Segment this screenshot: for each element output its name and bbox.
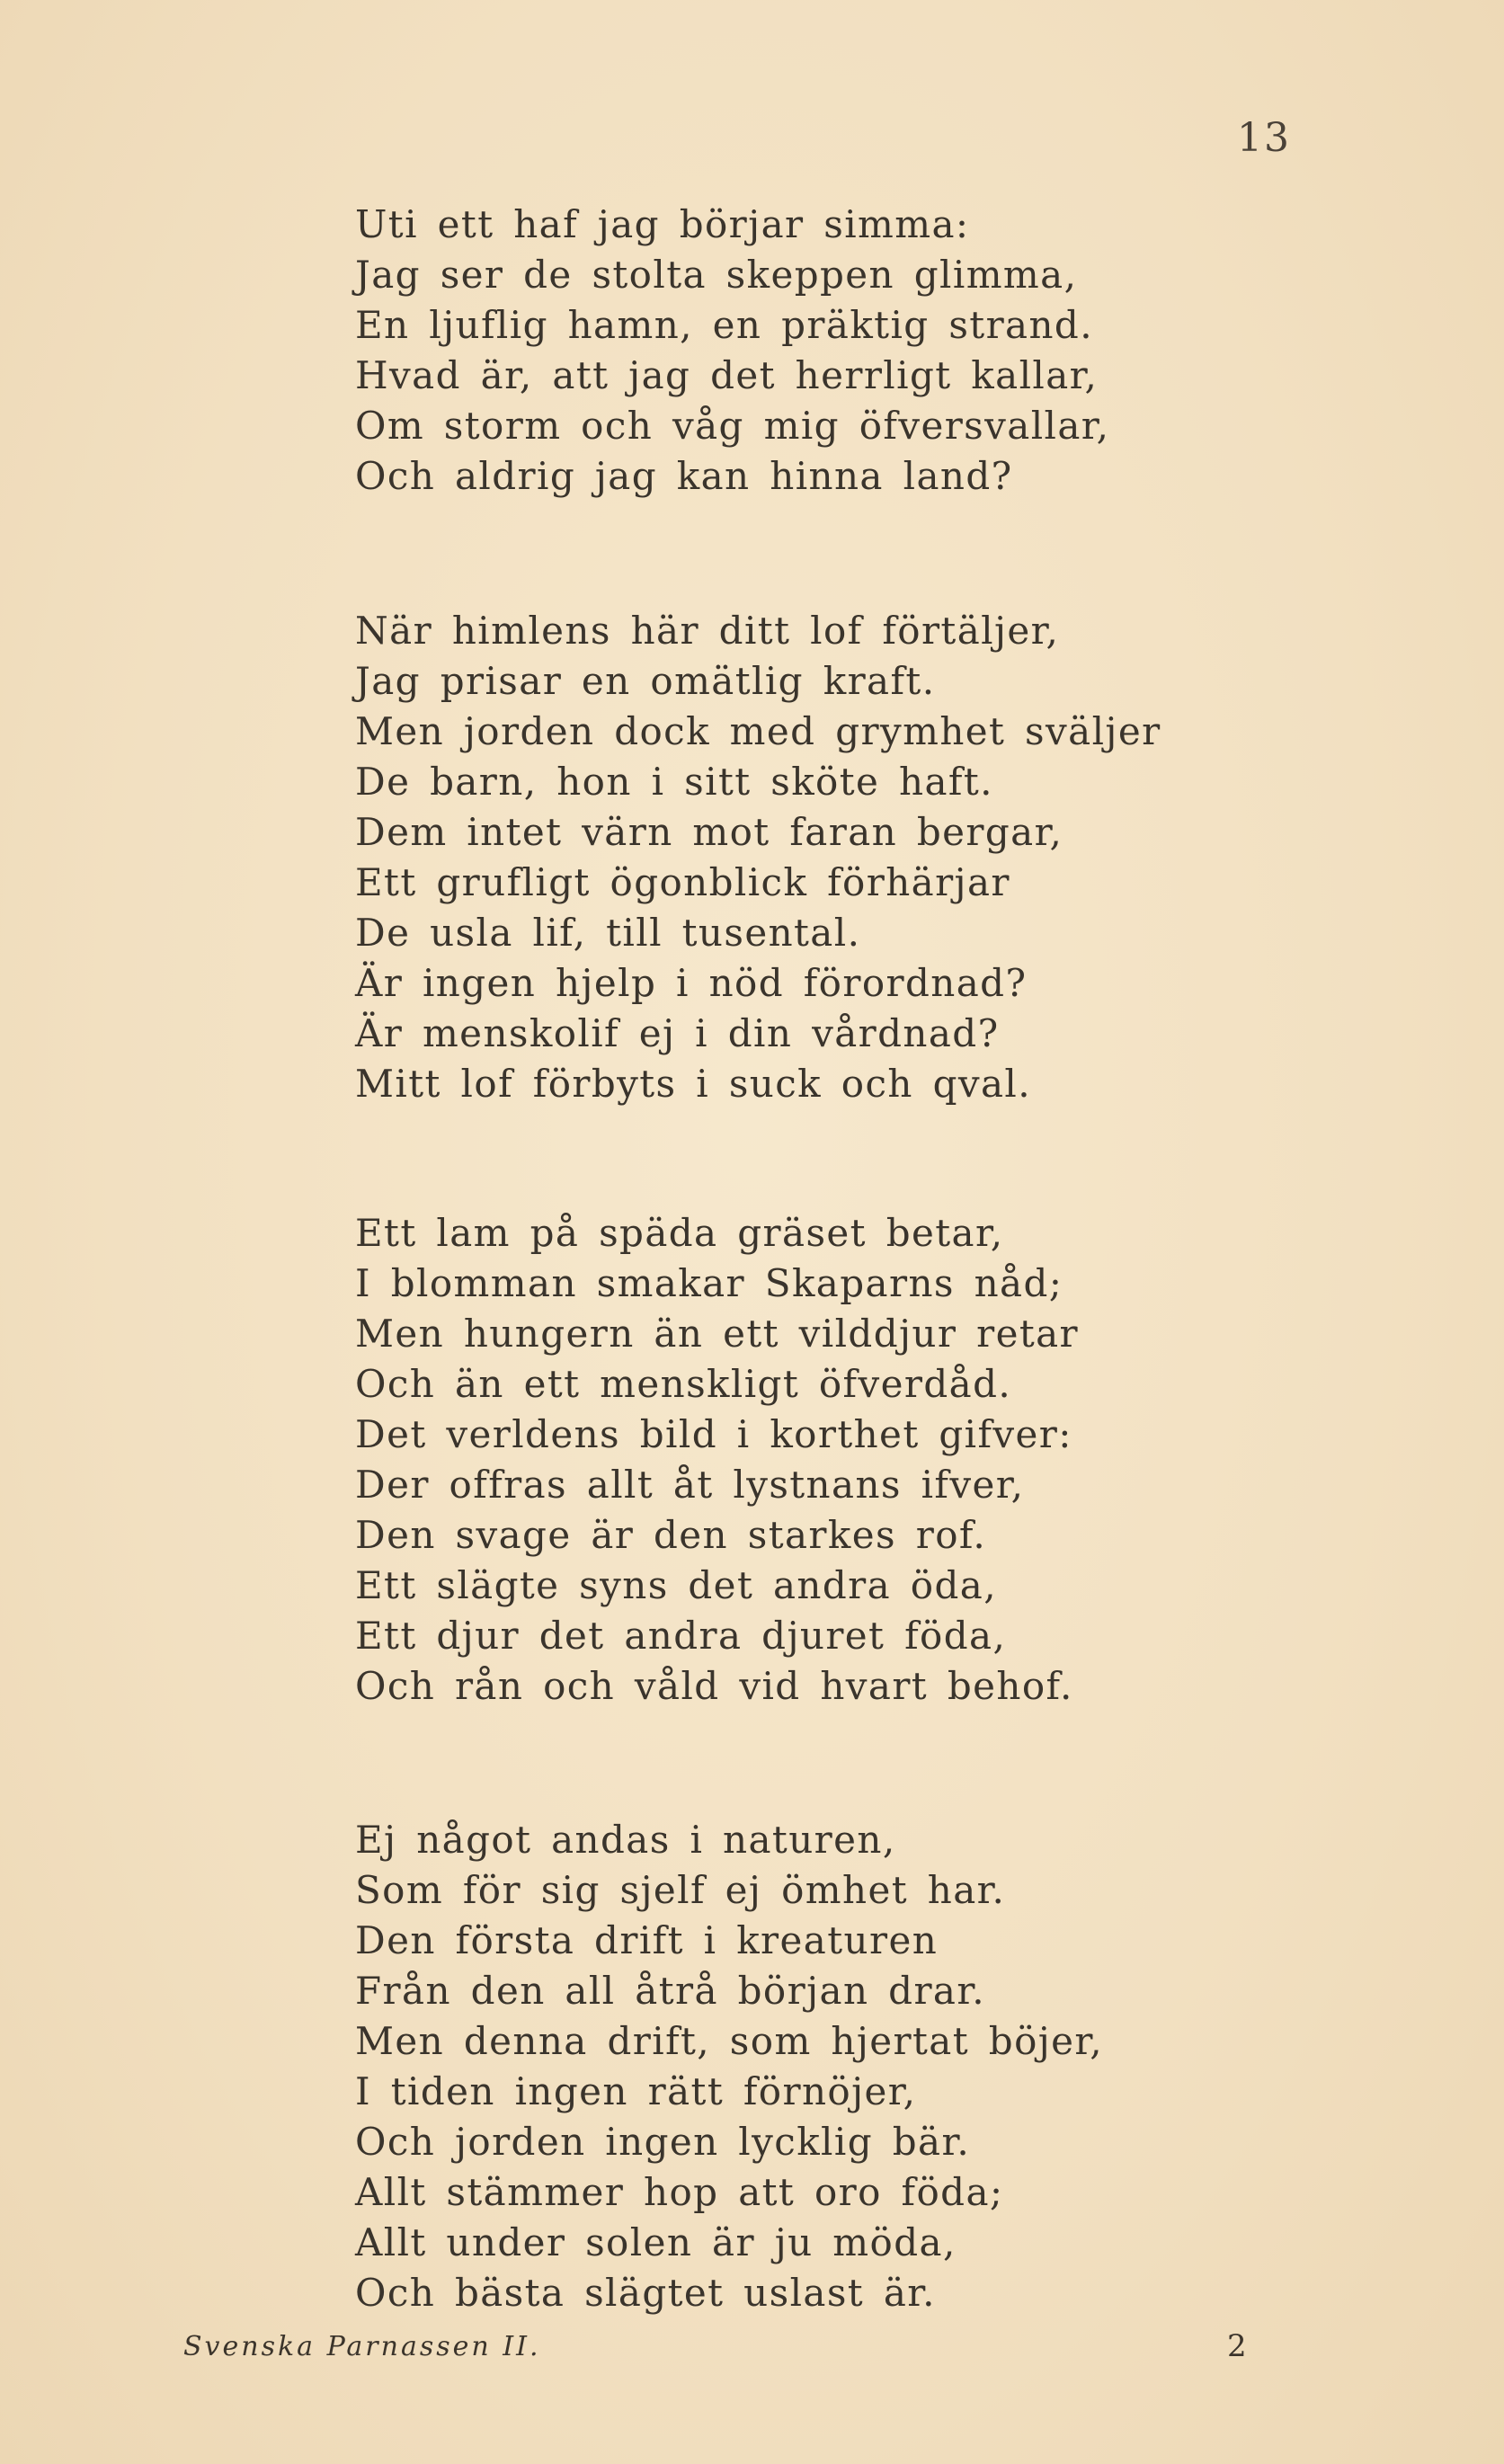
poem-line: Jag prisar en omätlig kraft.: [355, 659, 936, 703]
poem-line: Och jorden ingen lycklig bär.: [355, 2120, 971, 2164]
poem-line: Der offras allt åt lystnans ifver,: [355, 1463, 1025, 1507]
poem-line: Och aldrig jag kan hinna land?: [355, 454, 1013, 498]
stanza-3: [355, 1208, 1079, 1712]
poem-line: Dem intet värn mot faran bergar,: [355, 810, 1063, 854]
poem-line: Uti ett haf jag börjar simma:: [355, 202, 970, 246]
poem-line: Men jorden dock med grymhet sväljer: [355, 709, 1161, 753]
poem-line: Mitt lof förbyts i suck och qval.: [355, 1062, 1032, 1106]
poem-line: Ett lam på späda gräset betar,: [355, 1211, 1004, 1255]
poem-line: Och rån och våld vid hvart behof.: [355, 1664, 1073, 1708]
poem-line: De usla lif, till tusental.: [355, 911, 861, 955]
poem-line: När himlens här ditt lof förtäljer,: [355, 609, 1060, 653]
poem-line: En ljuflig hamn, en präktig strand.: [355, 303, 1093, 347]
poem-line: Den första drift i kreaturen: [355, 1918, 939, 1962]
poem-line: De barn, hon i sitt sköte haft.: [355, 760, 993, 804]
poem-line: Som för sig sjelf ej ömhet har.: [355, 1868, 1006, 1912]
poem-line: Ett slägte syns det andra öda,: [355, 1563, 997, 1607]
stanza-2: [355, 606, 1161, 1109]
poem-line: Den svage är den starkes rof.: [355, 1513, 987, 1557]
poem-line: Hvad är, att jag det herrligt kallar,: [355, 353, 1099, 397]
poem-line: I blomman smakar Skaparns nåd;: [355, 1261, 1063, 1305]
poem-line: Om storm och våg mig öfversvallar,: [355, 404, 1110, 448]
poem-line: Allt stämmer hop att oro föda;: [355, 2170, 1004, 2214]
poem-line: Ett grufligt ögonblick förhärjar: [355, 860, 1010, 904]
poem-line: I tiden ingen rätt förnöjer,: [355, 2069, 917, 2113]
poem-line: Allt under solen är ju möda,: [355, 2220, 957, 2264]
poem-line: Ett djur det andra djuret föda,: [355, 1614, 1007, 1658]
poem-line: Och bästa slägtet uslast är.: [355, 2271, 936, 2315]
footer-book-title: Svenska Parnassen II.: [183, 2331, 541, 2362]
poem-line: Jag ser de stolta skeppen glimma,: [355, 253, 1078, 297]
poem-line: Är ingen hjelp i nöd förordnad?: [355, 961, 1028, 1005]
stanza-4: [355, 1815, 1103, 2318]
stanza-1: [355, 200, 1109, 502]
poem-line: Och än ett menskligt öfverdåd.: [355, 1362, 1012, 1406]
signature-mark: 2: [1227, 2328, 1247, 2364]
poem-line: Det verldens bild i korthet gifver:: [355, 1412, 1072, 1456]
poem-line: Ej något andas i naturen,: [355, 1818, 896, 1862]
poem-line: Men hungern än ett vilddjur retar: [355, 1312, 1080, 1356]
page-number: 13: [1237, 115, 1291, 161]
poem-line: Är menskolif ej i din vårdnad?: [355, 1011, 1000, 1055]
poem-line: Men denna drift, som hjertat böjer,: [355, 2019, 1104, 2063]
poem-line: Från den all åtrå början drar.: [355, 1969, 985, 2013]
